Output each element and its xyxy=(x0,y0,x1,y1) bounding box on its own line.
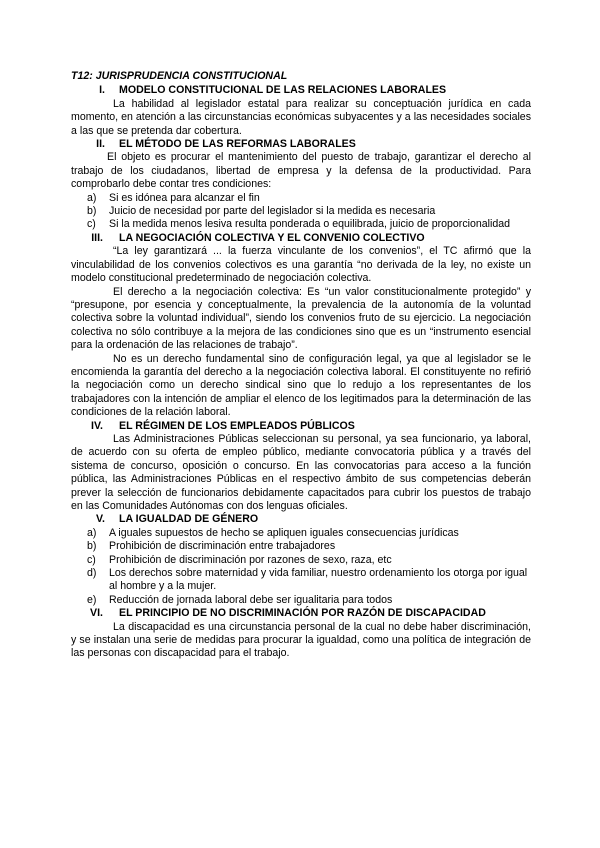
section-number: III. xyxy=(91,231,103,244)
list-text: Si es idónea para alcanzar el fin xyxy=(109,191,260,204)
list-marker: d) xyxy=(87,567,97,580)
list-item xyxy=(71,594,531,607)
list-marker: e) xyxy=(87,593,97,606)
section-heading-3 xyxy=(71,232,531,245)
list-item xyxy=(71,192,531,205)
section-heading-6 xyxy=(71,607,531,620)
list-item xyxy=(71,567,531,594)
section-paragraph: El objeto es procurar el mantenimiento del puesto de trabajo, garantizar el derecho al trabajo de los ciudadanos, libertad de empresa y la defensa de la productividad. Para comprobarlo debe contar tres condiciones: xyxy=(71,151,531,191)
section-number: IV. xyxy=(91,419,103,432)
section-heading-1 xyxy=(71,84,531,97)
list-text: Los derechos sobre maternidad y vida familiar, nuestro ordenamiento los otorga por igual al hombre y a la mujer. xyxy=(109,567,528,593)
list-item xyxy=(71,205,531,218)
section-paragraph: Las Administraciones Públicas seleccionan su personal, ya sea funcionario, ya laboral, de acuerdo con su oferta de empleo público, mediante convocatoria pública y a través del sistema de concurso, oposición o concurso. En las convocatorias para acceso a la función pública, las Administraciones Públicas en el respectivo ámbito de sus competencias deberán prever la selección de funcionarios debidamente capacitados para cubrir los puestos de trabajo en las Comunidades Autónomas con dos lenguas oficiales. xyxy=(71,432,531,512)
section-title: MODELO CONSTITUCIONAL DE LAS RELACIONES LABORALES xyxy=(119,84,447,97)
section-number: V. xyxy=(95,513,105,526)
list-text: Prohibición de discriminación entre trabajadores xyxy=(109,540,336,553)
document-title: T12: JURISPRUDENCIA CONSTITUCIONAL xyxy=(71,70,288,82)
list-text: Reducción de jornada laboral debe ser igualitaria para todos xyxy=(109,593,393,606)
section-title: EL RÉGIMEN DE LOS EMPLEADOS PÚBLICOS xyxy=(119,419,355,432)
section-paragraph: El derecho a la negociación colectiva: Es “un valor constitucionalmente protegido” y “presupone, por esencia y conceptualmente, la prevalencia de la autonomía de la voluntad colectiva sobre la voluntad individual”, siendo los convenios fruto de su ejercicio. La negociación colectiva no sólo contribuye a la mejora de las condiciones sino que es un “instrumento esencial para la ordenación de las relaciones de trabajo”. xyxy=(71,285,531,352)
list-marker: c) xyxy=(87,553,96,566)
list-marker: a) xyxy=(87,191,97,204)
section-title: EL PRINCIPIO DE NO DISCRIMINACIÓN POR RAZÓN DE DISCAPACIDAD xyxy=(119,607,486,620)
list-item xyxy=(71,554,531,567)
list-text: A iguales supuestos de hecho se apliquen iguales consecuencias jurídicas xyxy=(109,526,459,539)
list-item xyxy=(71,527,531,540)
conditions-list xyxy=(71,192,531,232)
section-number: I. xyxy=(99,84,105,97)
section-heading-2 xyxy=(71,138,531,151)
list-marker: a) xyxy=(87,526,97,539)
section-paragraph: La habilidad al legislador estatal para realizar su conceptuación jurídica en cada momento, en atención a las circunstancias económicas subyacentes y a las necesidades sociales a las que se pretenda dar cobertura. xyxy=(71,97,531,137)
section-number: VI. xyxy=(90,607,103,620)
list-item xyxy=(71,218,531,231)
section-heading-5 xyxy=(71,513,531,526)
list-text: Juicio de necesidad por parte del legislador si la medida es necesaria xyxy=(109,205,436,218)
section-number: II. xyxy=(96,138,105,151)
section-heading-4 xyxy=(71,420,531,433)
section-paragraph: “La ley garantizará ... la fuerza vinculante de los convenios”, el TC afirmó que la vinculabilidad de los convenios colectivos es una garantía “no derivada de la ley, no existe un modelo constitucional predeterminado de negociación colectiva. xyxy=(71,245,531,285)
document-body xyxy=(71,70,531,661)
list-marker: b) xyxy=(87,205,97,218)
gender-equality-list xyxy=(71,527,531,607)
section-title: LA IGUALDAD DE GÉNERO xyxy=(119,513,259,526)
section-title: EL MÉTODO DE LAS REFORMAS LABORALES xyxy=(119,138,356,151)
list-item xyxy=(71,540,531,553)
section-title: LA NEGOCIACIÓN COLECTIVA Y EL CONVENIO COLECTIVO xyxy=(119,231,425,244)
section-paragraph: La discapacidad es una circunstancia personal de la cual no debe haber discriminación, y se instalan una serie de medidas para procurar la igualdad, como una política de integración de las personas con discapacidad para el trabajo. xyxy=(71,620,531,660)
list-text: Si la medida menos lesiva resulta ponderada o equilibrada, juicio de proporcionalidad xyxy=(109,218,511,231)
list-marker: c) xyxy=(87,218,96,231)
list-marker: b) xyxy=(87,540,97,553)
list-text: Prohibición de discriminación por razones de sexo, raza, etc xyxy=(109,553,392,566)
section-paragraph: No es un derecho fundamental sino de configuración legal, ya que al legislador se le encomienda la garantía del derecho a la negociación colectiva laboral. El constituyente no refirió la negociación como un derecho sindical sino que lo redujo a los representantes de los trabajadores con la intención de ampliar el elenco de los legitimados para la determinación de las condiciones de la relación laboral. xyxy=(71,352,531,419)
